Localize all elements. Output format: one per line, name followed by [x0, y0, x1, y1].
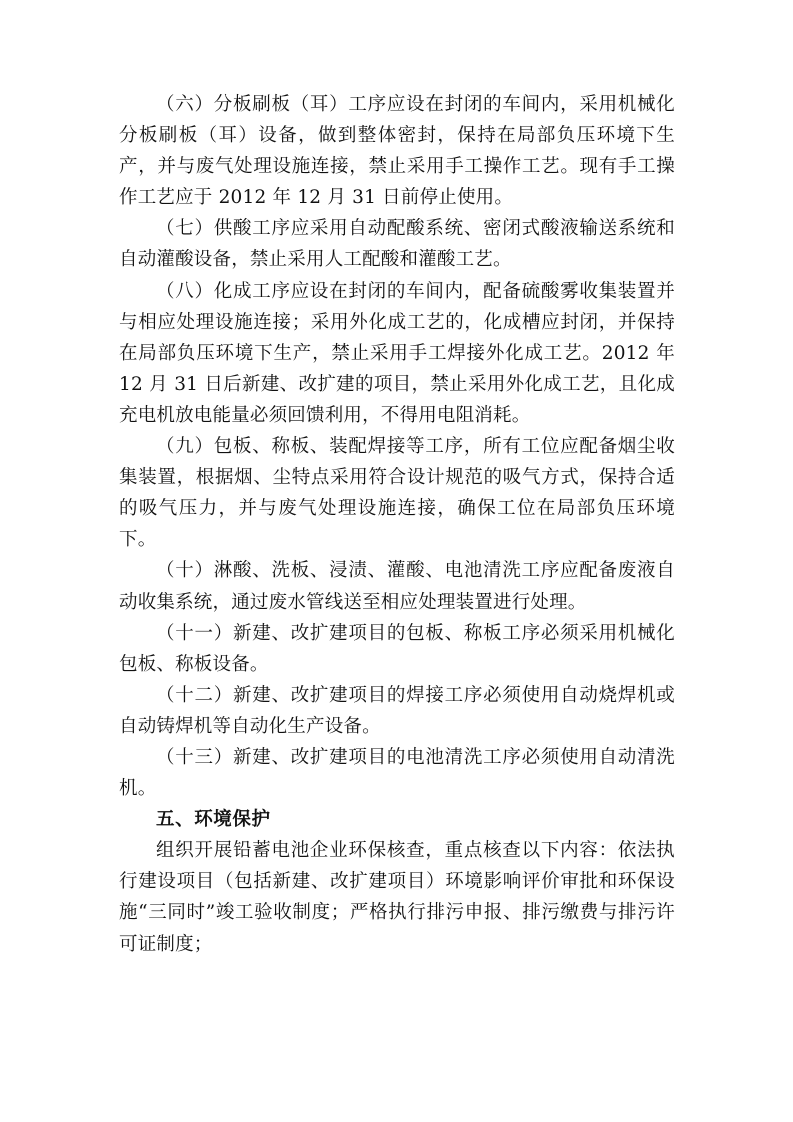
paragraph-item-8: （八）化成工序应设在封闭的车间内，配备硫酸雾收集装置并与相应处理设施连接；采用外化成工艺的，化成槽应封闭，并保持在局部负压环境下生产，禁止采用手工焊接外化成工艺。2012 年 12 月 31 日后新建、改扩建的项目，禁止采用外化成工艺，且化成充电机放电能量必须回馈利用，不得用电阻消耗。	[119, 280, 675, 426]
document-body	[119, 89, 675, 960]
paragraph-item-7: （七）供酸工序应采用自动配酸系统、密闭式酸液输送系统和自动灌酸设备，禁止采用人工配酸和灌酸工艺。	[119, 218, 675, 271]
section-heading: 五、环境保护	[156, 809, 271, 831]
paragraph-item-10: （十）淋酸、洗板、浸渍、灌酸、电池清洗工序应配备废液自动收集系统，通过废水管线送至相应处理装置进行处理。	[119, 560, 675, 613]
paragraph-item-11: （十一）新建、改扩建项目的包板、称板工序必须采用机械化包板、称板设备。	[119, 622, 675, 675]
paragraph-item-9: （九）包板、称板、装配焊接等工序，所有工位应配备烟尘收集装置，根据烟、尘特点采用符合设计规范的吸气方式，保持合适的吸气压力，并与废气处理设施连接，确保工位在局部负压环境下。	[119, 436, 675, 551]
paragraph-item-12: （十二）新建、改扩建项目的焊接工序必须使用自动烧焊机或自动铸焊机等自动化生产设备。	[119, 684, 675, 737]
paragraph-item-6: （六）分板刷板（耳）工序应设在封闭的车间内，采用机械化分板刷板（耳）设备，做到整体密封，保持在局部负压环境下生产，并与废气处理设施连接，禁止采用手工操作工艺。现有手工操作工艺应于 2012 年 12 月 31 日前停止使用。	[119, 94, 675, 209]
section-paragraph: 组织开展铅蓄电池企业环保核查，重点核查以下内容：依法执行建设项目（包括新建、改扩建项目）环境影响评价审批和环保设施“三同时”竣工验收制度；严格执行排污申报、排污缴费与排污许可证制度；	[119, 840, 675, 955]
paragraph-item-13: （十三）新建、改扩建项目的电池清洗工序必须使用自动清洗机。	[119, 746, 675, 800]
